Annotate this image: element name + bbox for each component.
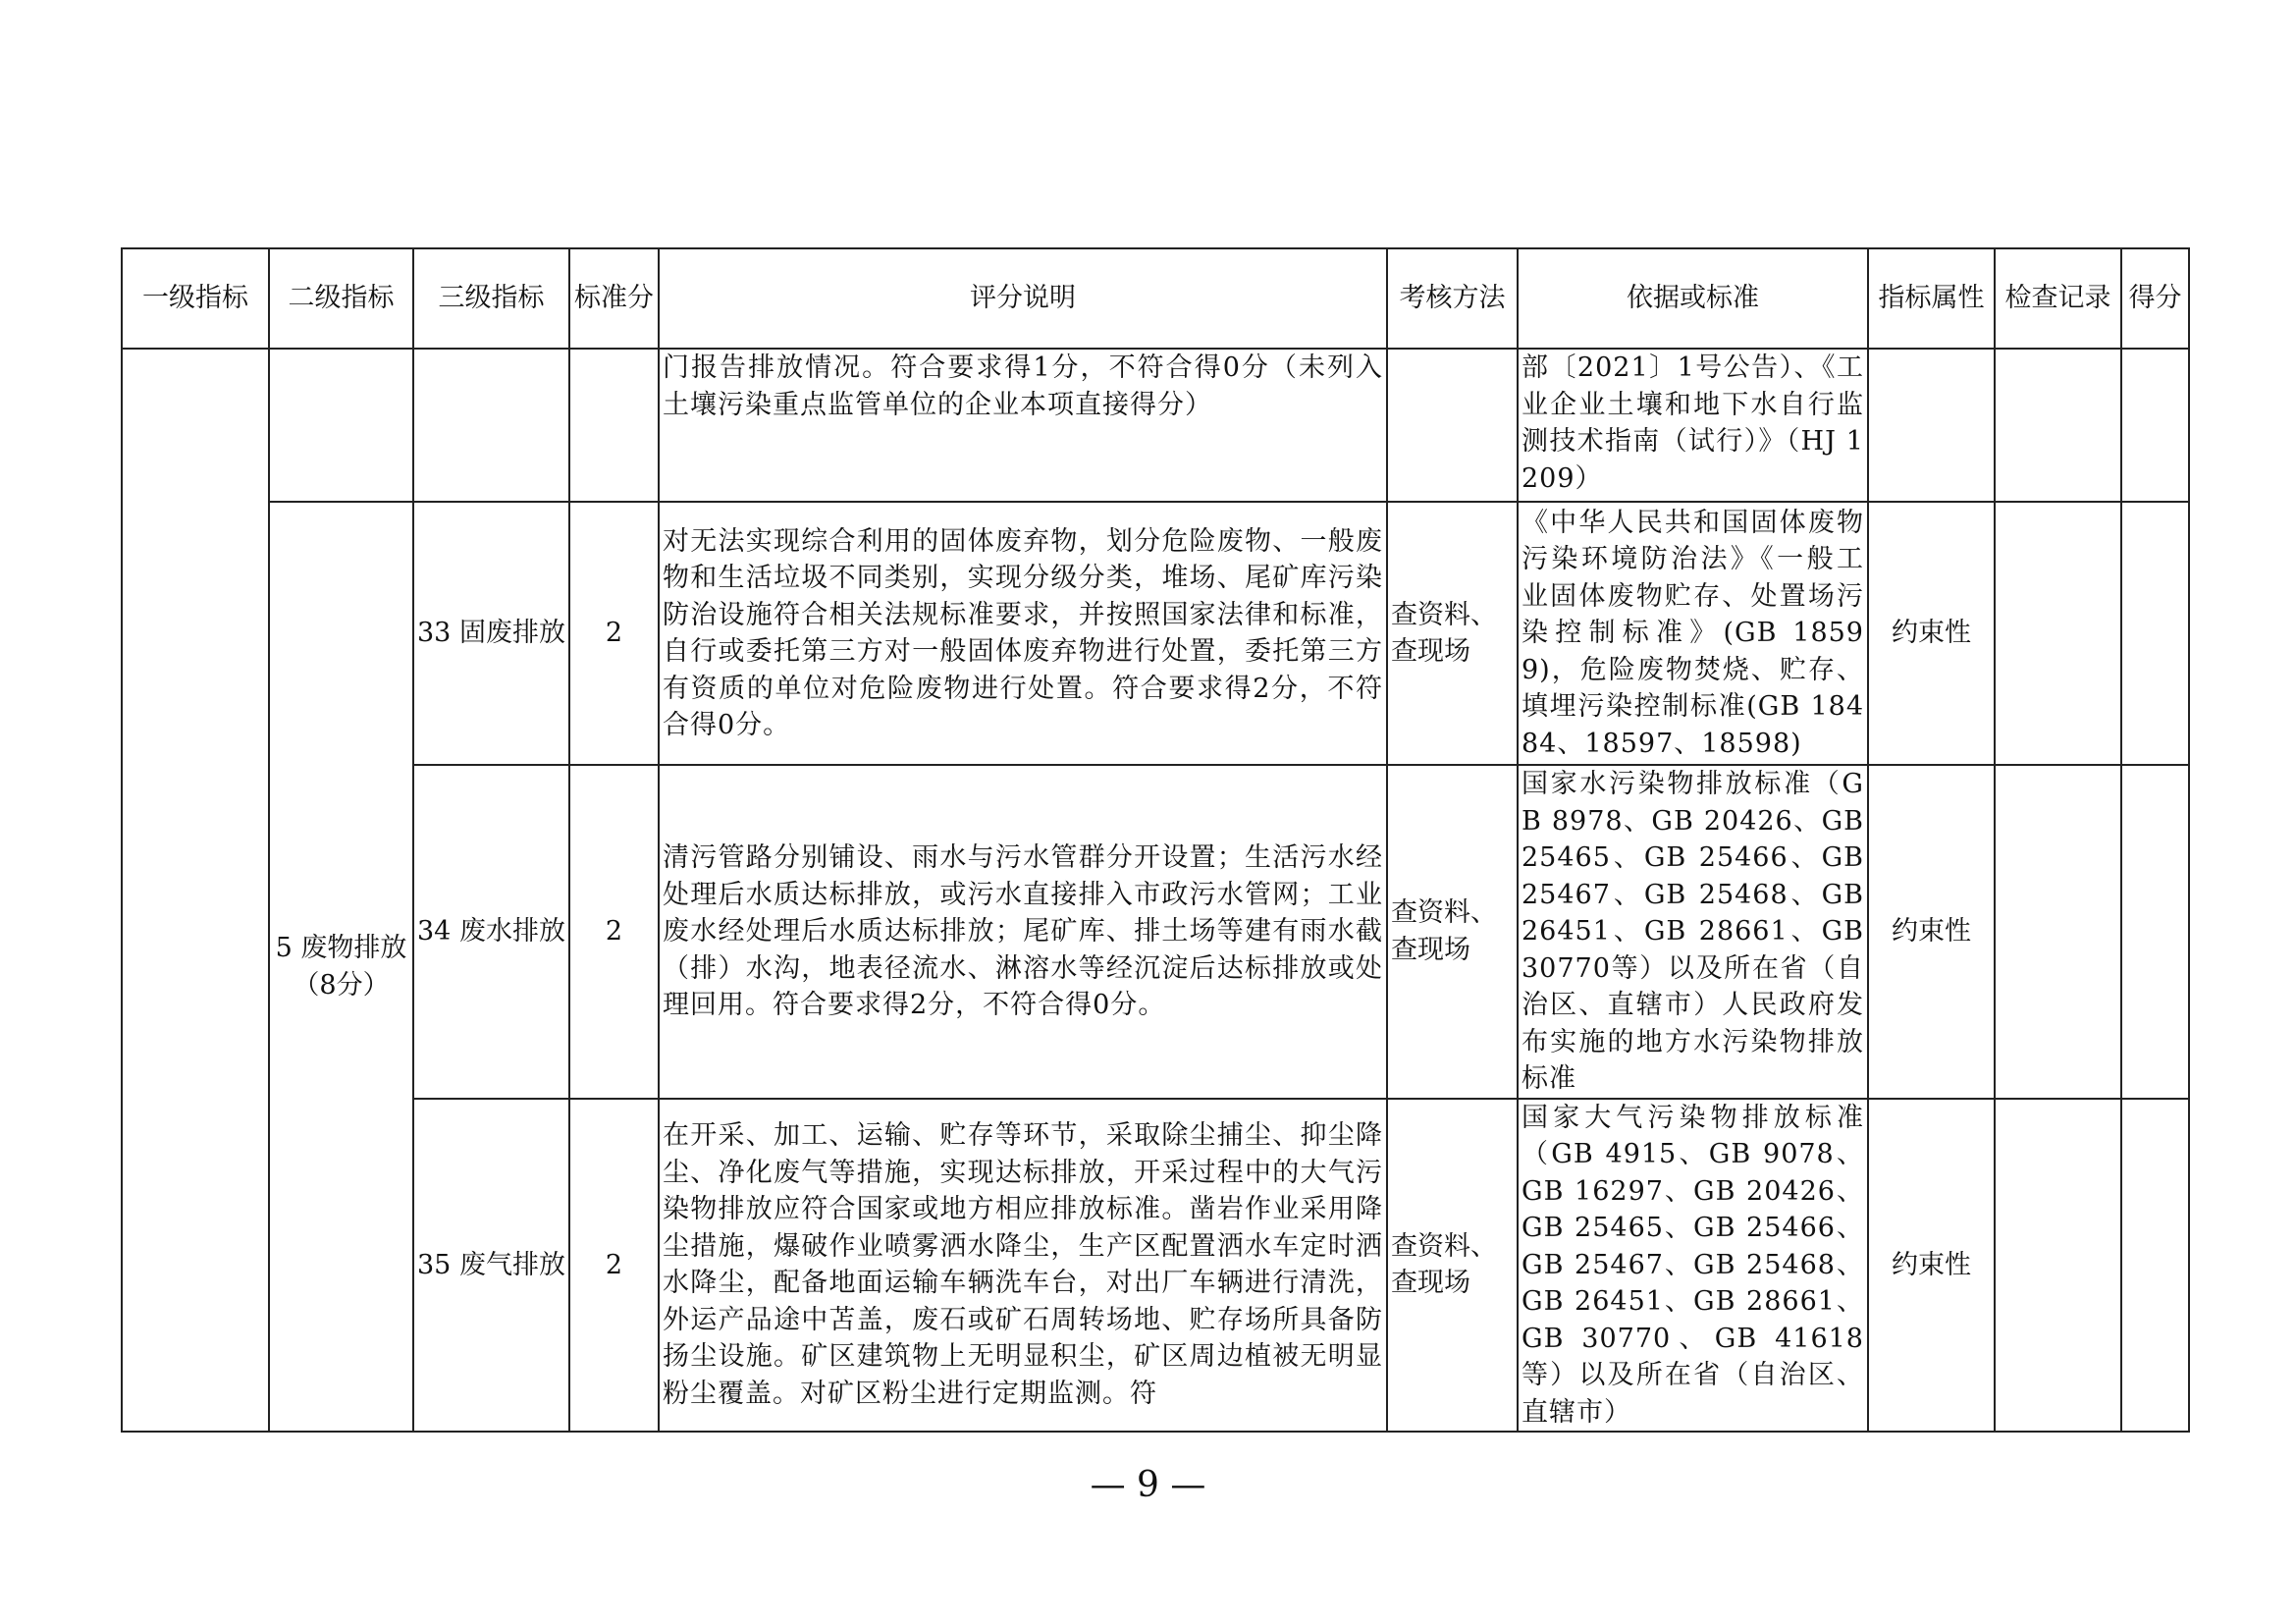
method-cell: 查资料、查现场: [1387, 502, 1518, 765]
page-number: — 9 —: [1090, 1465, 1206, 1505]
level3-cell: 34 废水排放: [413, 765, 569, 1099]
table-row: [122, 1099, 2189, 1433]
score-cell: 2: [569, 765, 659, 1099]
basis-cell: 国家大气污染物排放标准（GB 4915、GB 9078、GB 16297、GB 20426、GB 25465、GB 25466、GB 25467、GB 25468、GB 26451、GB 28661、GB 30770、GB 41618等）以及所在省（自治区、直辖市）: [1518, 1099, 1868, 1433]
header-description: 评分说明: [659, 248, 1387, 349]
basis-cell: 部〔2021〕1号公告）、《工业企业土壤和地下水自行监测技术指南（试行）》（HJ 1209）: [1518, 349, 1868, 502]
description-cell: 清污管路分别铺设、雨水与污水管群分开设置；生活污水经处理后水质达标排放，或污水直接排入市政污水管网；工业废水经处理后水质达标排放；尾矿库、排土场等建有雨水截（排）水沟，地表径流水、淋溶水等经沉淀后达标排放或处理回用。符合要求得2分，不符合得0分。: [659, 765, 1387, 1099]
header-standard-score: 标准分: [569, 248, 659, 349]
method-cell: 查资料、查现场: [1387, 1099, 1518, 1433]
attribute-cell: 约束性: [1868, 502, 1995, 765]
method-cell: 查资料、查现场: [1387, 765, 1518, 1099]
record-cell[interactable]: [1995, 1099, 2121, 1433]
description-cell: 在开采、加工、运输、贮存等环节，采取除尘捕尘、抑尘降尘、净化废气等措施，实现达标排放，开采过程中的大气污染物排放应符合国家或地方相应排放标准。凿岩作业采用降尘措施，爆破作业喷雾洒水降尘，生产区配置洒水车定时洒水降尘，配备地面运输车辆洗车台，对出厂车辆进行清洗，外运产品途中苫盖，废石或矿石周转场地、贮存场所具备防扬尘设施。矿区建筑物上无明显积尘，矿区周边植被无明显粉尘覆盖。对矿区粉尘进行定期监测。符: [659, 1099, 1387, 1433]
record-cell[interactable]: [1995, 765, 2121, 1099]
header-level2: 二级指标: [269, 248, 413, 349]
table-row: [122, 765, 2189, 1099]
attribute-cell: [1868, 349, 1995, 502]
header-method: 考核方法: [1387, 248, 1518, 349]
description-cell: 对无法实现综合利用的固体废弃物，划分危险废物、一般废物和生活垃圾不同类别，实现分级分类，堆场、尾矿库污染防治设施符合相关法规标准要求，并按照国家法律和标准，自行或委托第三方对一般固体废弃物进行处置，委托第三方有资质的单位对危险废物进行处置。符合要求得2分，不符合得0分。: [659, 502, 1387, 765]
record-cell[interactable]: [1995, 349, 2121, 502]
level1-cell: [122, 349, 269, 1432]
basis-cell: 《中华人民共和国固体废物污染环境防治法》《一般工业固体废物贮存、处置场污染控制标准》(GB 18599)，危险废物焚烧、贮存、填埋污染控制标准(GB 18484、18597、18598): [1518, 502, 1868, 765]
header-level3: 三级指标: [413, 248, 569, 349]
level3-cell: 35 废气排放: [413, 1099, 569, 1433]
header-attribute: 指标属性: [1868, 248, 1995, 349]
table-row: [122, 349, 2189, 502]
level3-cell: [413, 349, 569, 502]
basis-cell: 国家水污染物排放标准（GB 8978、GB 20426、GB 25465、GB 25466、GB 25467、GB 25468、GB 26451、GB 28661、GB 30770等）以及所在省（自治区、直辖市）人民政府发布实施的地方水污染物排放标准: [1518, 765, 1868, 1099]
score-cell: 2: [569, 1099, 659, 1433]
score-cell: [569, 349, 659, 502]
method-cell: [1387, 349, 1518, 502]
evaluation-table: [121, 247, 2190, 1433]
description-cell: 门报告排放情况。符合要求得1分，不符合得0分（未列入土壤污染重点监管单位的企业本项直接得分）: [659, 349, 1387, 502]
score-cell: 2: [569, 502, 659, 765]
header-score: 得分: [2121, 248, 2189, 349]
points-cell[interactable]: [2121, 349, 2189, 502]
record-cell[interactable]: [1995, 502, 2121, 765]
attribute-cell: 约束性: [1868, 765, 1995, 1099]
level2-cell: 5 废物排放（8分）: [269, 502, 413, 1432]
header-record: 检查记录: [1995, 248, 2121, 349]
header-basis: 依据或标准: [1518, 248, 1868, 349]
points-cell[interactable]: [2121, 502, 2189, 765]
level3-cell: 33 固废排放: [413, 502, 569, 765]
attribute-cell: 约束性: [1868, 1099, 1995, 1433]
level2-cell: [269, 349, 413, 502]
points-cell[interactable]: [2121, 1099, 2189, 1433]
points-cell[interactable]: [2121, 765, 2189, 1099]
header-row: [122, 248, 2189, 349]
table-row: [122, 502, 2189, 765]
header-level1: 一级指标: [122, 248, 269, 349]
